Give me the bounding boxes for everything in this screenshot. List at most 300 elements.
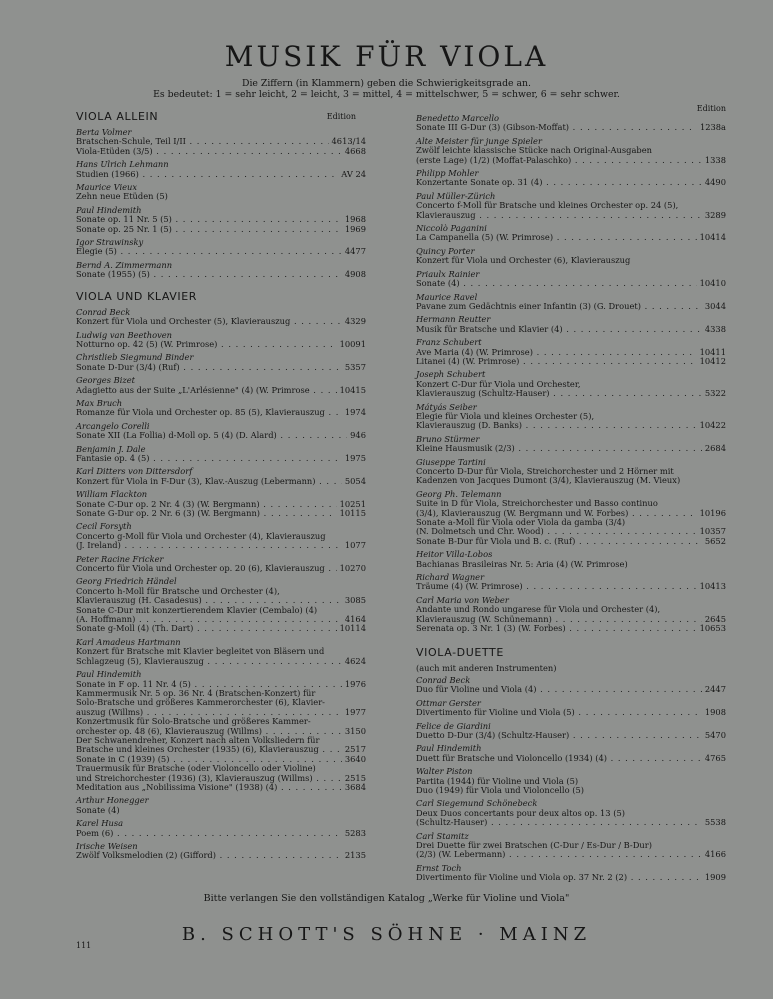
- catalog-entry: [416, 550, 726, 569]
- edition-number: 946: [347, 431, 366, 440]
- work-title: Konzertante Sonate op. 31 (4): [416, 178, 543, 188]
- work-line: [416, 146, 726, 155]
- catalog-note: Bitte verlangen Sie den vollständigen Katalog „Werke für Violine und Viola": [203, 893, 570, 904]
- composer-name: Ludwig van Beethoven: [76, 329, 173, 340]
- composer-name: Arthur Honegger: [76, 795, 149, 806]
- work-title: Konzert für Viola in F-Dur (3), Klav.-Auszug (Lebermann): [76, 476, 316, 486]
- catalog-entry: [416, 137, 726, 165]
- work-line: [76, 247, 366, 256]
- edition-number: 3085: [342, 596, 366, 605]
- work-title: Bratschen-Schule, Teil I/II: [76, 137, 186, 147]
- edition-number: 5538: [702, 818, 726, 827]
- work-title: Sonate (4): [416, 279, 460, 289]
- edition-number: 2517: [342, 745, 366, 754]
- work-title: Schlagzeug (5), Klavierauszug: [76, 656, 204, 666]
- work-title: Sonate D-Dur (3/4) (Ruf): [76, 362, 180, 372]
- edition-number: 5470: [702, 731, 726, 740]
- work-line: [416, 809, 726, 818]
- edition-number: 2447: [702, 685, 726, 694]
- composer-name: Max Bruch: [76, 397, 123, 408]
- edition-number: 1969: [342, 225, 366, 234]
- work-title: Duo (1949) für Viola und Violoncello (5): [416, 785, 584, 795]
- catalog-entry: [76, 796, 366, 815]
- work-title: Drei Duette für zwei Bratschen (C-Dur / Es-Dur / B-Dur): [416, 841, 652, 850]
- work-title: Viola-Etüden (3/5): [76, 146, 153, 156]
- section-subtitle-viola-duette: (auch mit anderen Instrumenten): [416, 662, 557, 673]
- work-title: Concerto D-Dur für Viola, Streichorchester und 2 Hörner mit: [416, 467, 674, 476]
- edition-number: 10091: [337, 340, 366, 349]
- work-line: [76, 806, 366, 815]
- page-title: MUSIK FÜR VIOLA: [224, 40, 549, 73]
- edition-number: 3684: [342, 783, 366, 792]
- work-title: Notturno op. 42 (5) (W. Primrose): [76, 339, 218, 349]
- work-line: [76, 717, 366, 726]
- catalog-entry: [76, 522, 366, 550]
- work-line: [76, 727, 366, 736]
- catalog-entry: [416, 573, 726, 592]
- work-line: [76, 774, 366, 783]
- work-line: [416, 527, 726, 536]
- composer-name: Felice de Giardini: [416, 720, 491, 731]
- viola-und-klavier-list: [76, 308, 366, 861]
- work-title: Duetto D-Dur (3/4) (Schultz-Hauser): [416, 730, 570, 740]
- work-title: Konzert für Bratsche mit Klavier begleitet von Bläsern und: [76, 647, 325, 657]
- work-line: [416, 211, 726, 220]
- work-title: (N. Dolmetsch und Chr. Wood): [416, 527, 544, 537]
- work-title: Andante und Rondo ungarese für Viola und Orchester (4),: [416, 605, 661, 615]
- catalog-entry: [76, 261, 366, 280]
- work-line: [416, 786, 726, 795]
- work-line: [76, 500, 366, 509]
- work-line: [416, 537, 726, 546]
- work-line: [76, 745, 366, 754]
- composer-name: Paul Hindemith: [416, 743, 482, 754]
- edition-number: 5283: [342, 829, 366, 838]
- composer-name: Karl Amadeus Hartmann: [76, 636, 181, 647]
- edition-number: 4624: [342, 657, 366, 666]
- catalog-entry: [76, 842, 366, 861]
- work-line: [76, 477, 366, 486]
- edition-number: 10411: [697, 348, 726, 357]
- section-title-viola-allein: VIOLA ALLEIN: [76, 110, 159, 123]
- work-title: Elegie für Viola und kleines Orchester (5),: [416, 411, 595, 421]
- work-title: Kadenzen von Jacques Dumont (3/4), Klavierauszug (M. Vieux): [416, 476, 681, 486]
- work-title: Sonate op. 11 Nr. 5 (5): [76, 215, 172, 225]
- composer-name: Maurice Vieux: [76, 182, 138, 193]
- work-line: [76, 680, 366, 689]
- work-title: Bachianas Brasileiras Nr. 5: Aria (4) (W. Primrose): [416, 559, 628, 569]
- composer-name: Paul Hindemith: [76, 204, 142, 215]
- edition-number: 4668: [342, 147, 366, 156]
- work-title: Solo-Bratsche und größeres Kammerorchester (6), Klavier-: [76, 698, 325, 708]
- catalog-entry: [416, 596, 726, 634]
- work-line: [76, 170, 366, 179]
- edition-number: 10653: [697, 624, 726, 633]
- page-number: 111: [76, 941, 92, 950]
- work-line: [416, 476, 726, 485]
- catalog-entry: [76, 206, 366, 234]
- edition-number: 4338: [702, 325, 726, 334]
- work-line: [76, 615, 366, 624]
- work-line: [76, 606, 366, 615]
- composer-name: Carl Stamitz: [416, 830, 469, 841]
- section-title-viola-und-klavier: VIOLA UND KLAVIER: [76, 289, 198, 303]
- edition-number: 10422: [697, 421, 726, 430]
- work-title: Studien (1966): [76, 169, 139, 179]
- edition-number: 10270: [337, 564, 366, 573]
- edition-number: 5357: [342, 363, 366, 372]
- work-line: [76, 689, 366, 698]
- intro-line-2: Es bedeutet: 1 = sehr leicht, 2 = leicht, 3 = mittel, 4 = mittelschwer, 5 = schwer, 6 = sehr schwer.: [153, 89, 620, 100]
- work-title: Adagietto aus der Suite „L'Arlésienne" (4) (W. Primrose: [76, 385, 310, 395]
- work-line: [416, 582, 726, 591]
- work-line: [416, 178, 726, 187]
- work-title: Duett für Bratsche und Violoncello (1934) (4): [416, 753, 607, 763]
- edition-number: 10414: [697, 233, 726, 242]
- work-title: Sonate III G-Dur (3) (Gibson-Moffat): [416, 123, 570, 133]
- work-title: (J. Ireland): [76, 541, 121, 551]
- work-title: Elegie (5): [76, 247, 117, 257]
- work-title: Partita (1944) für Violine und Viola (5): [416, 776, 579, 786]
- left-column: [76, 104, 366, 865]
- edition-header: Edition: [326, 112, 356, 121]
- catalog-entry: [76, 555, 366, 574]
- work-title: Sonate XII (La Follia) d-Moll op. 5 (4) (D. Alard): [76, 431, 277, 441]
- work-line: [76, 657, 366, 666]
- composer-name: Hans Ulrich Lehmann: [76, 159, 169, 170]
- catalog-entry: [76, 819, 366, 838]
- work-line: [76, 532, 366, 541]
- catalog-entry: [76, 422, 366, 441]
- catalog-entry: [416, 744, 726, 763]
- work-line: [76, 454, 366, 463]
- work-title: Konzert für Viola und Orchester (6), Klavierauszug: [416, 256, 631, 266]
- composer-name: Mátyás Seiber: [416, 401, 477, 412]
- catalog-entry: [416, 767, 726, 795]
- work-title: Deux Duos concertants pour deux altos op. 13 (5): [416, 808, 625, 818]
- edition-number: 1908: [702, 708, 726, 717]
- work-title: Meditation aus „Nobilissima Visione" (1938) (4): [76, 782, 278, 792]
- work-line: [76, 596, 366, 605]
- work-title: Pavane zum Gedächtnis einer Infantin (3) (G. Drouet): [416, 301, 641, 311]
- work-title: Sonate in F op. 11 Nr. 4 (5): [76, 679, 191, 689]
- work-line: [416, 818, 726, 827]
- catalog-entry: [76, 183, 366, 202]
- work-title: Sonate C-Dur op. 2 Nr. 4 (3) (W. Bergmann): [76, 499, 260, 509]
- edition-number: 2684: [702, 444, 726, 453]
- work-line: [416, 509, 726, 518]
- catalog-entry: [416, 169, 726, 188]
- catalog-entry: [76, 308, 366, 327]
- work-line: [76, 363, 366, 372]
- work-line: [416, 754, 726, 763]
- work-line: [76, 137, 366, 146]
- work-title: Sonate B-Dur für Viola und B. c. (Ruf): [416, 536, 576, 546]
- right-column: [416, 104, 726, 887]
- composer-name: Ottmar Gerster: [416, 697, 481, 708]
- edition-number: 10115: [337, 509, 366, 518]
- catalog-entry: [416, 722, 726, 741]
- composer-name: Maurice Ravel: [416, 291, 478, 302]
- work-title: Sonate a-Moll für Viola oder Viola da gamba (3/4): [416, 518, 626, 528]
- composer-name: Giuseppe Tartini: [416, 456, 486, 467]
- work-line: [76, 764, 366, 773]
- catalog-entry: [76, 376, 366, 395]
- edition-number: 4166: [702, 850, 726, 859]
- composer-name: Benedetto Marcello: [416, 113, 500, 123]
- composer-name: Bruno Stürmer: [416, 433, 480, 444]
- catalog-entry: [416, 435, 726, 454]
- edition-number: 5652: [702, 537, 726, 546]
- composer-name: Georg Friedrich Händel: [76, 576, 177, 587]
- work-line: [416, 380, 726, 389]
- viola-duette-list: [416, 676, 726, 883]
- work-title: Sonate (4): [76, 805, 120, 815]
- edition-number: 2645: [702, 615, 726, 624]
- catalog-entry: [416, 832, 726, 860]
- work-title: Klavierauszug (D. Banks): [416, 421, 523, 431]
- work-title: Träume (4) (W. Primrose): [416, 582, 523, 592]
- work-title: Sonate in C (1939) (5): [76, 754, 170, 764]
- composer-name: Georg Ph. Telemann: [416, 488, 502, 499]
- edition-number: 1975: [342, 454, 366, 463]
- catalog-entry: [416, 799, 726, 827]
- work-line: [416, 560, 726, 569]
- work-title: Zwölf leichte klassische Stücke nach Original-Ausgaben: [416, 146, 652, 156]
- work-line: [416, 256, 726, 265]
- work-title: Trauermusik für Bratsche (oder Violoncello oder Violine): [76, 764, 316, 774]
- work-title: (Schultz-Hauser): [416, 818, 488, 828]
- work-line: [416, 389, 726, 398]
- work-title: Litanei (4) (W. Primrose): [416, 356, 520, 366]
- work-line: [416, 156, 726, 165]
- work-title: Poem (6): [76, 828, 114, 838]
- composer-name: Karl Ditters von Dittersdorf: [76, 466, 193, 477]
- work-line: [76, 698, 366, 707]
- work-title: Concerto für Viola und Orchester op. 20 (6), Klavierauszug: [76, 564, 325, 574]
- section-title-viola-duette: VIOLA-DUETTE: [416, 645, 504, 659]
- catalog-entry: [416, 315, 726, 334]
- work-line: [416, 123, 726, 132]
- edition-number: 4613/14: [329, 137, 366, 146]
- work-title: Romanze für Viola und Orchester op. 85 (5), Klavierauszug: [76, 408, 325, 418]
- work-title: (2/3) (W. Lebermann): [416, 850, 506, 860]
- composer-name: Christlieb Siegmund Binder: [76, 352, 194, 363]
- edition-number: AV 24: [338, 170, 366, 179]
- work-line: [76, 736, 366, 745]
- catalog-entry: [76, 467, 366, 486]
- work-title: (erste Lage) (1/2) (Moffat-Palaschko): [416, 155, 572, 165]
- edition-number: 10196: [697, 509, 726, 518]
- work-title: Fantasie op. 4 (5): [76, 453, 150, 463]
- work-line: [76, 624, 366, 633]
- work-line: [416, 421, 726, 430]
- viola-und-klavier-list-continued: [416, 114, 726, 634]
- work-line: [416, 731, 726, 740]
- work-title: Sonate (1955) (5): [76, 270, 150, 280]
- work-line: [416, 850, 726, 859]
- edition-number: 1977: [342, 708, 366, 717]
- composer-name: Karel Husa: [76, 818, 124, 829]
- edition-number: 1968: [342, 215, 366, 224]
- edition-number: 3044: [702, 302, 726, 311]
- work-line: [416, 605, 726, 614]
- work-title: Divertimento für Violine und Viola (5): [416, 708, 575, 718]
- edition-number: 10412: [697, 357, 726, 366]
- work-line: [76, 270, 366, 279]
- composer-name: Priaulx Rainier: [416, 268, 480, 279]
- edition-header-right: Edition: [696, 104, 726, 113]
- work-line: [76, 408, 366, 417]
- work-line: [416, 615, 726, 624]
- catalog-entry: [416, 676, 726, 695]
- composer-name: Conrad Beck: [416, 674, 471, 685]
- viola-allein-list: [76, 128, 366, 280]
- composer-name: Benjamin J. Dale: [76, 443, 146, 454]
- edition-number: 1338: [702, 156, 726, 165]
- catalog-entry: [416, 490, 726, 546]
- work-title: Klavierauszug (H. Casadesus): [76, 596, 202, 606]
- composer-name: Berta Volmer: [76, 127, 132, 137]
- composer-name: Cecil Forsyth: [76, 521, 132, 532]
- edition-number: 10410: [697, 279, 726, 288]
- work-title: Klavierauszug (Schultz-Hauser): [416, 389, 550, 399]
- catalog-entry: [416, 114, 726, 133]
- catalog-entry: [76, 128, 366, 156]
- catalog-entry: [76, 331, 366, 350]
- work-title: Klavierauszug (W. Schünemann): [416, 614, 552, 624]
- edition-number: 4477: [342, 247, 366, 256]
- work-title: La Campanella (5) (W. Primrose): [416, 233, 554, 243]
- composer-name: Arcangelo Corelli: [76, 420, 150, 431]
- work-title: Concerto f-Moll für Bratsche und kleines Orchester op. 24 (5),: [416, 201, 679, 211]
- catalog-entry: [76, 638, 366, 666]
- work-title: Suite in D für Viola, Streichorchester und Basso continuo: [416, 499, 658, 509]
- work-line: [416, 325, 726, 334]
- work-line: [76, 509, 366, 518]
- catalog-entry: [416, 370, 726, 398]
- catalog-entry: [416, 192, 726, 220]
- work-line: [416, 357, 726, 366]
- catalog-entry: [76, 445, 366, 464]
- publisher-footer: B. SCHOTT'S SÖHNE · MAINZ: [181, 924, 592, 945]
- edition-number: 4329: [342, 317, 366, 326]
- composer-name: Carl Siegemund Schönebeck: [416, 798, 538, 809]
- work-title: Sonate g-Moll (4) (Th. Dart): [76, 624, 194, 634]
- work-line: [76, 215, 366, 224]
- edition-number: 3289: [702, 211, 726, 220]
- work-line: [76, 225, 366, 234]
- work-line: [416, 624, 726, 633]
- work-title: und Streichorchester (1936) (3), Klavierauszug (Willms): [76, 773, 313, 783]
- work-title: (3/4), Klavierauszug (W. Bergmann und W. Forbes): [416, 508, 629, 518]
- work-line: [416, 685, 726, 694]
- work-line: [416, 412, 726, 421]
- catalog-entry: [416, 247, 726, 266]
- work-title: Concerto h-Moll für Bratsche und Orchester (4),: [76, 586, 280, 596]
- work-line: [416, 201, 726, 210]
- work-title: Konzert für Viola und Orchester (5), Klavierauszug: [76, 317, 291, 327]
- composer-name: Irische Weisen: [76, 841, 138, 851]
- edition-number: 5322: [702, 389, 726, 398]
- work-line: [416, 467, 726, 476]
- edition-number: 5054: [342, 477, 366, 486]
- work-line: [416, 348, 726, 357]
- work-line: [416, 873, 726, 882]
- edition-number: 2515: [342, 774, 366, 783]
- composer-name: Conrad Beck: [76, 306, 131, 317]
- work-title: Sonate C-Dur mit konzertierendem Klavier (Cembalo) (4): [76, 605, 318, 615]
- work-title: Bratsche und kleines Orchester (1935) (6), Klavierauszug: [76, 745, 319, 755]
- catalog-entry: [76, 670, 366, 792]
- catalog-entry: [416, 458, 726, 486]
- composer-name: Alte Meister für junge Spieler: [416, 135, 542, 146]
- work-line: [76, 147, 366, 156]
- catalog-entry: [416, 403, 726, 431]
- catalog-entry: [76, 238, 366, 257]
- work-title: Konzertmusik für Solo-Bratsche und größeres Kammer-: [76, 717, 311, 727]
- work-line: [416, 302, 726, 311]
- intro-line-1: Die Ziffern (in Klammern) geben die Schwierigkeitsgrade an.: [241, 78, 531, 89]
- work-line: [76, 564, 366, 573]
- composer-name: Bernd A. Zimmermann: [76, 259, 173, 270]
- work-title: Zehn neue Etüden (5): [76, 192, 168, 202]
- edition-number: 4765: [702, 754, 726, 763]
- edition-number: 2135: [342, 851, 366, 860]
- work-line: [76, 708, 366, 717]
- catalog-entry: [416, 338, 726, 366]
- work-line: [76, 192, 366, 201]
- catalog-entry: [416, 293, 726, 312]
- catalog-entry: [76, 399, 366, 418]
- edition-number: 3150: [342, 727, 366, 736]
- edition-number: 10114: [337, 624, 366, 633]
- composer-name: Paul Müller-Zürich: [416, 190, 496, 201]
- work-title: Ave Maria (4) (W. Primrose): [416, 347, 533, 357]
- work-title: Kleine Hausmusik (2/3): [416, 444, 515, 454]
- work-title: orchester op. 48 (6), Klavierauszug (Willms): [76, 726, 262, 736]
- edition-number: 1974: [342, 408, 366, 417]
- composer-name: Philipp Mohler: [416, 168, 479, 179]
- edition-number: 1909: [702, 873, 726, 882]
- work-line: [76, 541, 366, 550]
- composer-name: Franz Schubert: [416, 337, 482, 348]
- work-title: Der Schwanendreher, Konzert nach alten Volksliedern für: [76, 735, 320, 745]
- work-line: [76, 431, 366, 440]
- edition-number: 4164: [342, 615, 366, 624]
- work-title: Konzert C-Dur für Viola und Orchester,: [416, 379, 581, 389]
- catalog-entry: [416, 224, 726, 243]
- work-title: Klavierauszug: [416, 210, 476, 220]
- work-title: Kammermusik Nr. 5 op. 36 Nr. 4 (Bratschen-Konzert) für: [76, 688, 316, 698]
- catalog-entry: [76, 577, 366, 633]
- composer-name: Heitor Villa-Lobos: [416, 549, 493, 560]
- catalog-entry: [76, 160, 366, 179]
- catalog-entry: [416, 864, 726, 883]
- composer-name: Carl Maria von Weber: [416, 594, 509, 605]
- work-line: [416, 777, 726, 786]
- work-title: Concerto g-Moll für Viola und Orchester (4), Klavierauszug: [76, 531, 326, 541]
- work-line: [76, 587, 366, 596]
- composer-name: Richard Wagner: [416, 572, 485, 583]
- work-title: Zwölf Volksmelodien (2) (Gifford): [76, 851, 216, 861]
- work-line: [76, 647, 366, 656]
- composer-name: Georges Bizet: [76, 375, 135, 386]
- work-title: (A. Hoffmann): [76, 615, 136, 625]
- catalog-entry: [416, 270, 726, 289]
- work-line: [76, 755, 366, 764]
- work-line: [76, 386, 366, 395]
